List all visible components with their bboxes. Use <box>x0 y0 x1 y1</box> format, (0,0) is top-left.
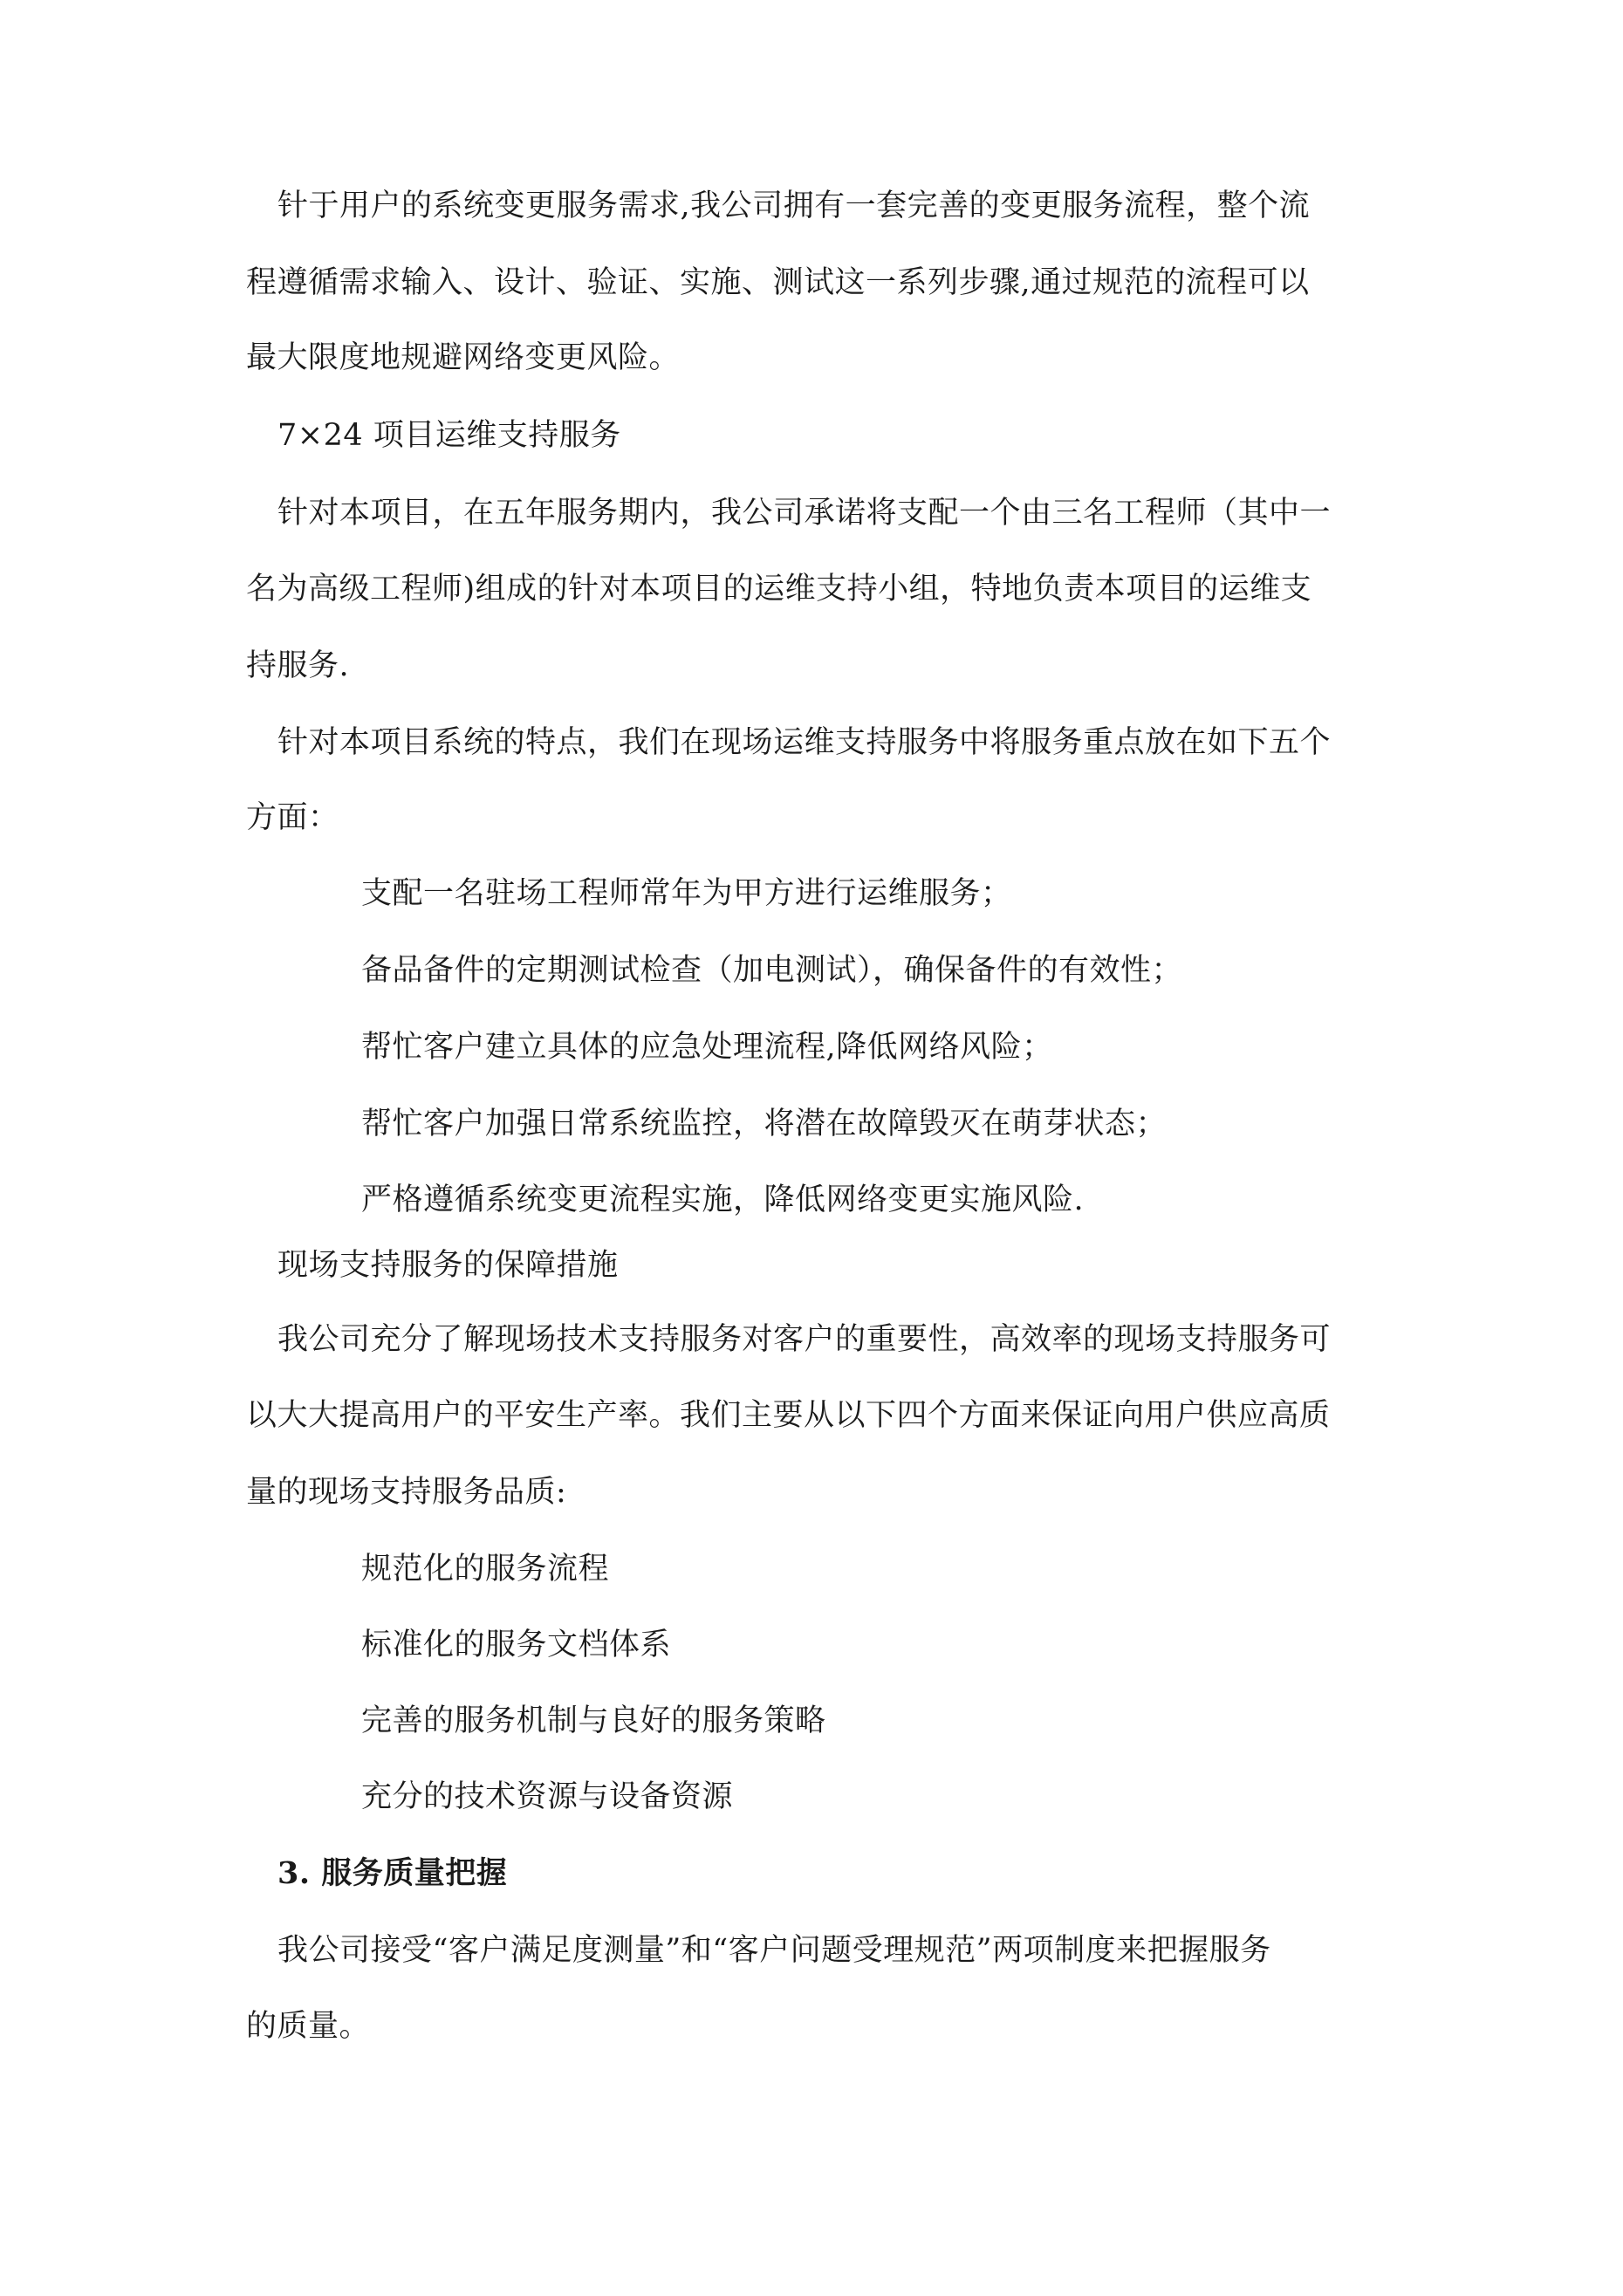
focus-item-3: 帮忙客户建立具体的应急处理流程,降低网络风险； <box>361 1030 1053 1065</box>
focus-line-1: 针对本项目系统的特点，我们在现场运维支持服务中将服务重点放在如下五个 <box>277 725 1332 760</box>
guarantee-item-3: 完善的服务机制与良好的服务策略 <box>361 1703 826 1738</box>
quality-line-1: 我公司接受“客户满足度测量”和“客户问题受理规范”两项制度来把握服务 <box>277 1933 1271 1968</box>
support-heading: 7×24 项目运维支持服务 <box>277 418 621 453</box>
guarantee-heading: 现场支持服务的保障措施 <box>277 1248 619 1283</box>
focus-line-2: 方面： <box>246 800 339 835</box>
quality-line-2: 的质量。 <box>246 2009 371 2044</box>
team-line-1: 针对本项目，在五年服务期内，我公司承诺将支配一个由三名工程师（其中一 <box>277 496 1332 531</box>
change-service-line-3: 最大限度地规避网络变更风险。 <box>246 340 681 375</box>
focus-item-4: 帮忙客户加强日常系统监控，将潜在故障毁灭在萌芽状态； <box>361 1107 1168 1141</box>
guarantee-line-2: 以大大提高用户的平安生产率。我们主要从以下四个方面来保证向用户供应高质 <box>246 1398 1331 1433</box>
guarantee-item-1: 规范化的服务流程 <box>361 1552 610 1587</box>
focus-item-5: 严格遵循系统变更流程实施，降低网络变更实施风险. <box>361 1182 1085 1217</box>
team-line-3: 持服务. <box>246 648 350 683</box>
guarantee-item-2: 标准化的服务文档体系 <box>361 1628 672 1662</box>
guarantee-item-4: 充分的技术资源与设备资源 <box>361 1779 734 1814</box>
team-line-2: 名为高级工程师)组成的针对本项目的运维支持小组，特地负责本项目的运维支 <box>246 572 1312 607</box>
change-service-line-1: 针于用户的系统变更服务需求,我公司拥有一套完善的变更服务流程，整个流 <box>277 188 1311 223</box>
change-service-line-2: 程遵循需求输入、设计、验证、实施、测试这一系列步骤,通过规范的流程可以 <box>246 265 1310 300</box>
focus-item-2: 备品备件的定期测试检查（加电测试），确保备件的有效性； <box>361 953 1183 988</box>
quality-heading: 3. 服务质量把握 <box>277 1855 508 1891</box>
focus-item-1: 支配一名驻场工程师常年为甲方进行运维服务； <box>361 876 1012 911</box>
guarantee-line-1: 我公司充分了解现场技术支持服务对客户的重要性，高效率的现场支持服务可 <box>277 1322 1332 1357</box>
guarantee-line-3: 量的现场支持服务品质: <box>246 1475 567 1510</box>
